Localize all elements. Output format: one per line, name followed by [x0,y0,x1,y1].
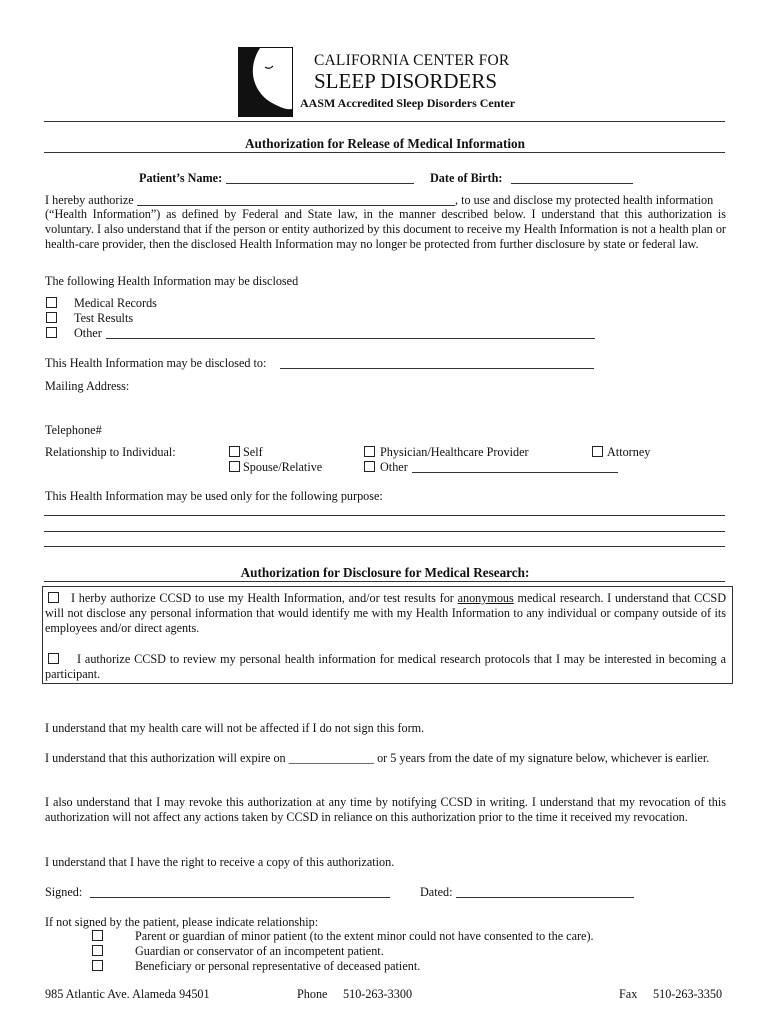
footer-fax-label: Fax [619,987,638,1001]
parent-guardian-label: Parent or guardian of minor patient (to the extent minor could not have consented to the care). [135,929,594,943]
medical-records-label: Medical Records [74,296,157,310]
research-item-2: I authorize CCSD to review my personal health information for medical research protocols that I may be interested in becoming a participant. [45,652,726,681]
signature-field[interactable] [90,897,390,898]
attorney-label: Attorney [607,445,651,459]
other-info-label: Other [74,326,102,340]
expire-date-field[interactable]: ______________ [288,751,375,765]
physician-label: Physician/Healthcare Provider [380,445,529,459]
title-divider [44,152,725,153]
logo-moon-face-icon [238,47,293,117]
not-signed-intro: If not signed by the patient, please indicate relationship: [45,915,319,929]
spouse-relative-label: Spouse/Relative [243,460,323,474]
signed-label: Signed: [45,885,83,899]
copy-right-statement: I understand that I have the right to receive a copy of this authorization. [45,855,395,869]
purpose-line-2[interactable] [44,531,725,532]
mailing-address-label: Mailing Address: [45,379,130,393]
telephone-label: Telephone# [45,423,102,437]
expire-statement: I understand that this authorization will expire on ______________ or 5 years from the date of my signature below, whichever is earlier. [45,751,710,765]
physician-checkbox[interactable] [364,446,375,457]
test-results-label: Test Results [74,311,134,325]
dated-label: Dated: [420,885,453,899]
org-name-line2: SLEEP DISORDERS [314,69,498,93]
self-checkbox[interactable] [229,446,240,457]
anonymous-text: anonymous [457,591,514,605]
conservator-label: Guardian or conservator of an incompetent patient. [135,944,384,958]
attorney-checkbox[interactable] [592,446,603,457]
beneficiary-checkbox[interactable] [92,960,103,971]
footer-phone-label: Phone [297,987,328,1001]
patient-name-field[interactable] [226,183,414,184]
authorize-suffix: , to use and disclose my protected health information [455,193,714,207]
disclosed-to-label: This Health Information may be disclosed to: [45,356,267,370]
date-field[interactable] [456,897,634,898]
logo [238,47,293,117]
footer-address: 985 Atlantic Ave. Alameda 94501 [45,987,210,1001]
other-relationship-checkbox[interactable] [364,461,375,472]
revoke-statement: I also understand that I may revoke this authorization at any time by notifying CCSD in writing. I understand that my revocation of this authorization will not affect any actions taken by CCSD in reliance on this authorization prior to the time it received my revocation. [45,795,726,824]
footer-phone: 510-263-3300 [343,987,413,1001]
other-info-checkbox[interactable] [46,327,57,338]
beneficiary-label: Beneficiary or personal representative of deceased patient. [135,959,421,973]
spouse-relative-checkbox[interactable] [229,461,240,472]
conservator-checkbox[interactable] [92,945,103,956]
dob-label: Date of Birth: [430,171,503,185]
self-label: Self [243,445,263,459]
authorize-body: (“Health Information”) as defined by Federal and State law, in the manner described below. I understand that this authorization is voluntary. I also understand that if the person or entity authorized by this document to receive my Health Information is not a health plan or health-care provider, then the disclosed Health Information may no longer be protected from further disclosure by state or federal law. [45,207,726,251]
accreditation-text: AASM Accredited Sleep Disorders Center [300,96,516,110]
patient-name-label: Patient’s Name: [139,171,223,185]
medical-records-checkbox[interactable] [46,297,57,308]
relationship-label: Relationship to Individual: [45,445,176,459]
disclosed-to-field[interactable] [280,368,594,369]
test-results-checkbox[interactable] [46,312,57,323]
research-item-1: I herby authorize CCSD to use my Health Information, and/or test results for anonymous medical research. I understand that CCSD will not disclose any personal information that would identify me with my Health Information to any individual or company outside of its employees and/or direct agents. [45,591,727,635]
care-unaffected-statement: I understand that my health care will not be affected if I do not sign this form. [45,721,425,735]
research-title: Authorization for Disclosure for Medical Research: [240,565,530,580]
other-info-field[interactable] [106,338,595,339]
research-divider [44,581,725,582]
footer-fax: 510-263-3350 [653,987,723,1001]
dob-field[interactable] [511,183,633,184]
other-relationship-label: Other [380,460,408,474]
purpose-line-1[interactable] [44,515,725,516]
header-divider [44,121,725,122]
authorize-prefix: I hereby authorize [45,193,134,207]
disclosed-intro: The following Health Information may be disclosed [45,274,299,288]
org-name-line1: CALIFORNIA CENTER FOR [314,52,510,69]
authorized-party-field[interactable] [137,205,455,206]
parent-guardian-checkbox[interactable] [92,930,103,941]
form-title: Authorization for Release of Medical Information [245,136,525,151]
purpose-label: This Health Information may be used only for the following purpose: [45,489,383,503]
other-relationship-field[interactable] [412,472,618,473]
purpose-line-3[interactable] [44,546,725,547]
